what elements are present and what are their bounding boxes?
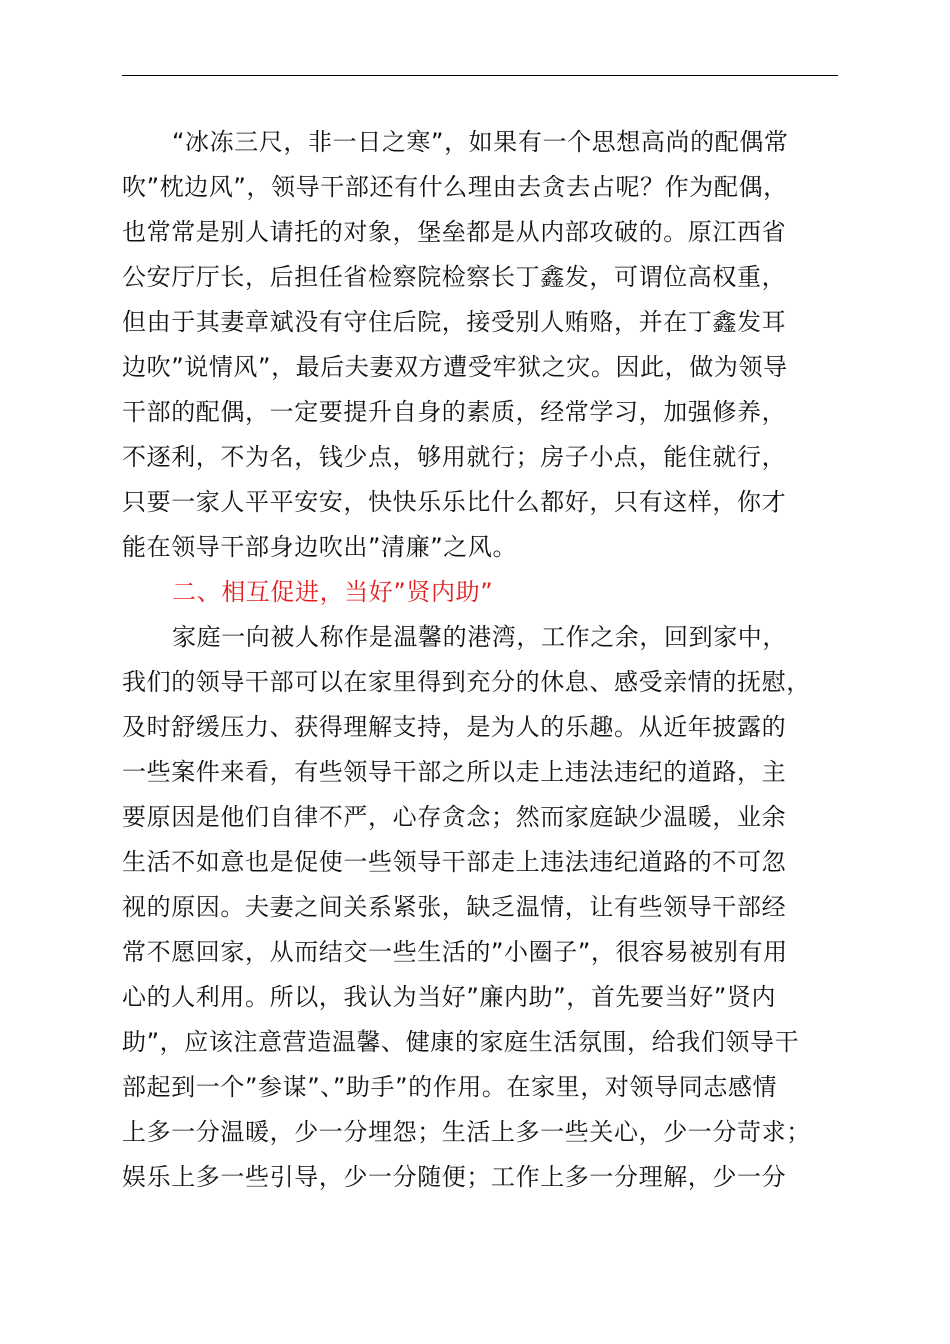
- text-line: 生活不如意也是促使一些领导干部走上违法违纪道路的不可忽: [122, 848, 787, 876]
- document-body: [122, 120, 862, 1200]
- text-line: 助”，应该注意营造温馨、健康的家庭生活氛围，给我们领导干: [122, 1028, 800, 1056]
- text-line: 一些案件来看，有些领导干部之所以走上违法违纪的道路，主: [122, 758, 787, 786]
- text-line: 不逐利，不为名，钱少点，够用就行；房子小点，能住就行，: [122, 443, 787, 471]
- text-line: 也常常是别人请托的对象，堡垒都是从内部攻破的。原江西省: [122, 218, 787, 246]
- text-line: “冰冻三尺，非一日之寒”，如果有一个思想高尚的配偶常: [172, 128, 789, 156]
- text-line: 心的人利用。所以，我认为当好”廉内助”，首先要当好”贤内: [122, 983, 777, 1011]
- text-line: 干部的配偶，一定要提升自身的素质，经常学习，加强修养，: [122, 398, 787, 426]
- section-heading: 二、相互促进，当好”贤内助”: [172, 578, 494, 606]
- text-line: 能在领导干部身边吹出”清廉”之风。: [122, 533, 518, 561]
- paragraph-spouse-influence: [122, 120, 862, 570]
- text-line: 但由于其妻章斌没有守住后院，接受别人贿赂，并在丁鑫发耳: [122, 308, 787, 336]
- text-line: 家庭一向被人称作是温馨的港湾，工作之余，回到家中，: [172, 623, 787, 651]
- text-line: 上多一分温暖，少一分埋怨；生活上多一些关心，少一分苛求；: [122, 1118, 811, 1146]
- text-line: 娱乐上多一些引导，少一分随便；工作上多一分理解，少一分: [122, 1163, 787, 1191]
- header-rule: [122, 75, 838, 76]
- text-line: 视的原因。夫妻之间关系紧张，缺乏温情，让有些领导干部经: [122, 893, 787, 921]
- text-line: 吹”枕边风”，领导干部还有什么理由去贪去占呢？作为配偶，: [122, 173, 788, 201]
- paragraph-family-warmth: [122, 615, 862, 1200]
- text-line: 要原因是他们自律不严，心存贪念；然而家庭缺少温暖，业余: [122, 803, 787, 831]
- text-line: 只要一家人平平安安，快快乐乐比什么都好，只有这样，你才: [122, 488, 787, 516]
- text-line: 常不愿回家，从而结交一些生活的”小圈子”，很容易被别有用: [122, 938, 788, 966]
- text-line: 部起到一个”参谋”、”助手”的作用。在家里，对领导同志感情: [122, 1073, 778, 1101]
- text-line: 公安厅厅长，后担任省检察院检察长丁鑫发，可谓位高权重，: [122, 263, 787, 291]
- text-line: 边吹”说情风”，最后夫妻双方遭受牢狱之灾。因此，做为领导: [122, 353, 788, 381]
- text-line: 及时舒缓压力、获得理解支持，是为人的乐趣。从近年披露的: [122, 713, 787, 741]
- text-line: 我们的领导干部可以在家里得到充分的休息、感受亲情的抚慰，: [122, 668, 811, 696]
